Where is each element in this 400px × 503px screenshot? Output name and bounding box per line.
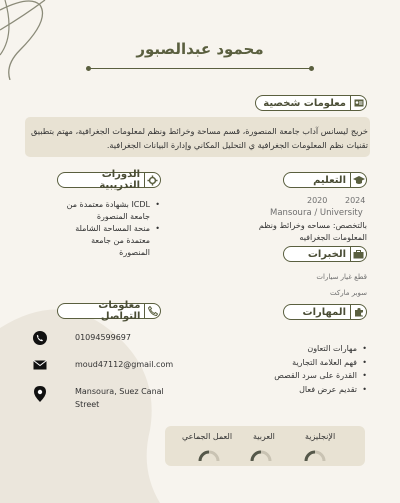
language-label: العمل الجماعي	[182, 432, 233, 441]
education-end-year: 2024	[345, 196, 366, 205]
gear-icon	[144, 172, 160, 188]
briefcase-icon	[350, 246, 366, 262]
education-start-year: 2020	[307, 196, 328, 205]
skills-title: المهارات	[302, 306, 346, 318]
experience-title: الخبرات	[307, 248, 346, 260]
courses-title: الدورات التدريبية	[99, 169, 141, 191]
list-item: فهم العلامة التجارية •	[220, 356, 367, 370]
education-title: التعليم	[313, 174, 346, 186]
list-item: منحة المساحة الشاملة معتمدة من جامعة المنصورة •	[60, 223, 160, 259]
list-item: ICDL بشهادة معتمدة من جامعة المنصورة •	[60, 199, 160, 223]
candidate-name: محمود عبدالصبور	[136, 40, 264, 58]
name-divider-dot	[86, 66, 91, 71]
experience-item: سوبر ماركت	[330, 289, 367, 297]
contact-phone[interactable]: 01094599697	[75, 333, 131, 342]
language-gauge	[304, 450, 326, 461]
puzzle-icon	[350, 304, 366, 320]
name-divider	[88, 68, 312, 69]
profile-summary: خريج ليسانس آداب جامعة المنصورة، قسم مساحة وخرائط ونظم لمعلومات الجغرافية، مهتم بتطبيق تقنيات نظم المعلومات الجغرافية ي التحليل المكاني وإدارة البيانات الجغرافية.	[30, 126, 368, 150]
education-university: Mansoura / University	[270, 208, 363, 218]
id-card-icon	[350, 95, 366, 111]
contact-email[interactable]: moud47112@gmail.com	[75, 360, 174, 369]
graduation-cap-icon	[350, 172, 366, 188]
courses-list	[60, 199, 160, 259]
list-item: تقديم عرض فعال •	[220, 383, 367, 397]
list-item: مهارات التعاون •	[220, 342, 367, 356]
skills-header	[283, 304, 367, 320]
list-item: القدرة على سرد القصص •	[220, 369, 367, 383]
personal-info-header	[255, 95, 367, 111]
email-icon	[33, 359, 47, 371]
personal-info-title: معلومات شخصية	[263, 97, 346, 109]
name-divider-dot	[309, 66, 314, 71]
language-gauge	[250, 450, 272, 461]
language-label: الإنجليزية	[305, 432, 336, 441]
education-header	[283, 172, 367, 188]
courses-header	[57, 169, 161, 191]
phone-icon	[144, 303, 160, 319]
language-gauge	[198, 450, 220, 461]
contact-title: معلومات التواصل	[98, 300, 141, 322]
experience-item: قطع غيار سيارات	[316, 273, 367, 281]
phone-icon	[33, 331, 47, 345]
education-specialization: بالتخصص: مساحه وخرائط ونظم المعلومات الجغرافيه	[258, 221, 367, 242]
contact-header	[57, 300, 161, 322]
location-pin-icon	[34, 386, 46, 402]
language-label: العربية	[253, 432, 275, 441]
experience-header	[283, 246, 367, 262]
contact-address: Mansoura, Suez Canal Street	[75, 387, 164, 409]
skills-list	[220, 342, 367, 396]
